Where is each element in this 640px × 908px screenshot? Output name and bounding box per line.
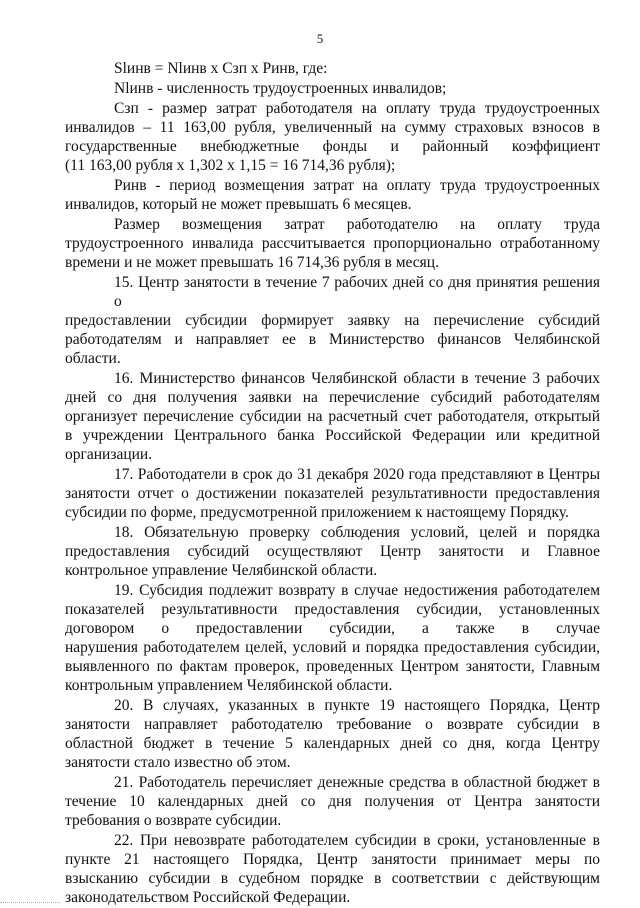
paragraph-line: организует перечисление субсидии на расчетный счет работодателя, открытый xyxy=(65,408,600,425)
paragraph-line: выявленного по фактам проверок, проведенных Центром занятости, Главным xyxy=(65,658,600,675)
paragraph xyxy=(65,176,600,214)
paragraph-line: занятости направляет работодателю требование о возврате субсидии в xyxy=(65,716,600,733)
paragraph-line: 22. При невозврате работодателем субсидии в сроки, установленные в xyxy=(114,832,600,849)
paragraph xyxy=(65,99,600,175)
paragraph-line: трудоустроенного инвалида рассчитывается пропорционально отработанному xyxy=(65,235,600,252)
paragraph-line: Nlинв - численность трудоустроенных инвалидов; xyxy=(114,80,447,97)
paragraph xyxy=(65,581,600,695)
paragraph-line: 16. Министерство финансов Челябинской области в течение 3 рабочих xyxy=(114,370,600,387)
footer-dotted-mark xyxy=(0,898,60,903)
paragraph xyxy=(65,215,600,272)
paragraph xyxy=(65,79,600,98)
paragraph-line: инвалидов – 11 163,00 рубля, увеличенный на сумму страховых взносов в xyxy=(65,119,600,136)
paragraph-line: пункте 21 настоящего Порядка, Центр занятости принимает меры по xyxy=(65,851,600,868)
paragraph-line: взысканию субсидии в судебном порядке в соответствии с действующим xyxy=(65,870,600,887)
paragraph-line: государственные внебюджетные фонды и районный коэффициент xyxy=(65,138,600,155)
paragraph-line: предоставлении субсидии формирует заявку на перечисление субсидий xyxy=(65,312,600,329)
paragraph-line: показателей результативности предоставления субсидии, установленных xyxy=(65,601,600,618)
paragraph-line: занятости отчет о достижении показателей результативности предоставления xyxy=(65,485,600,502)
paragraph-line: Размер возмещения затрат работодателю на оплату труда xyxy=(114,216,600,233)
paragraph-line: инвалидов, который не может превышать 6 месяцев. xyxy=(65,196,412,213)
paragraph xyxy=(65,59,600,78)
paragraph-line: контрольное управление Челябинской области. xyxy=(65,562,378,579)
page-number: 5 xyxy=(316,31,324,46)
paragraph-line: требования о возврате субсидии. xyxy=(65,812,282,829)
paragraph-line: 19. Субсидия подлежит возврату в случае недостижения работодателем xyxy=(114,582,600,599)
paragraph xyxy=(65,773,600,830)
paragraph xyxy=(65,465,600,522)
paragraph xyxy=(65,273,600,368)
paragraph-line: 18. Обязательную проверку соблюдения условий, целей и порядка xyxy=(114,524,600,541)
paragraph-line: предоставления субсидий осуществляют Центр занятости и Главное xyxy=(65,543,600,560)
paragraph-line: 15. Центр занятости в течение 7 рабочих дней со дня принятия решения о xyxy=(114,274,600,310)
paragraph-line: нарушения работодателем целей, условий и порядка предоставления субсидии, xyxy=(65,639,600,656)
paragraph xyxy=(65,696,600,772)
paragraph-line: договором о предоставлении субсидии, а также в случае xyxy=(65,620,600,637)
paragraph-line: течение 10 календарных дней со дня получения от Центра занятости xyxy=(65,793,600,810)
paragraph-line: дней со дня получения заявки на перечисление субсидий работодателям xyxy=(65,389,600,406)
paragraph-line: Сзп - размер затрат работодателя на оплату труда трудоустроенных xyxy=(114,100,600,117)
paragraph-line: законодательством Российской Федерации. xyxy=(65,889,351,906)
paragraph-line: организации. xyxy=(65,446,153,463)
paragraph-line: 21. Работодатель перечисляет денежные средства в областной бюджет в xyxy=(114,774,600,791)
paragraph-line: (11 163,00 рубля х 1,302 х 1,15 = 16 714,36 рубля); xyxy=(65,157,396,174)
paragraph-line: 20. В случаях, указанных в пункте 19 настоящего Порядка, Центр xyxy=(114,697,600,714)
paragraph-line: области. xyxy=(65,350,121,367)
paragraph-line: Slинв = Nlинв х Сзп х Ринв, где: xyxy=(114,60,328,77)
paragraph-line: времени и не может превышать 16 714,36 рубля в месяц. xyxy=(65,254,439,271)
paragraph-line: субсидии по форме, предусмотренной приложением к настоящему Порядку. xyxy=(65,504,569,521)
paragraph-line: в учреждении Центрального банка Российской Федерации или кредитной xyxy=(65,427,600,444)
document-body xyxy=(65,59,600,908)
paragraph-line: 17. Работодатели в срок до 31 декабря 2020 года представляют в Центры xyxy=(114,466,600,483)
paragraph-line: областной бюджет в течение 5 календарных дней со дня, когда Центру xyxy=(65,735,600,752)
paragraph xyxy=(65,369,600,464)
paragraph xyxy=(65,523,600,580)
paragraph-line: Ринв - период возмещения затрат на оплату труда трудоустроенных xyxy=(114,177,600,194)
paragraph-line: работодателям и направляет ее в Министерство финансов Челябинской xyxy=(65,331,600,348)
paragraph-line: контрольным управлением Челябинской области. xyxy=(65,677,393,694)
paragraph-line: занятости стало известно об этом. xyxy=(65,754,291,771)
paragraph xyxy=(65,831,600,907)
